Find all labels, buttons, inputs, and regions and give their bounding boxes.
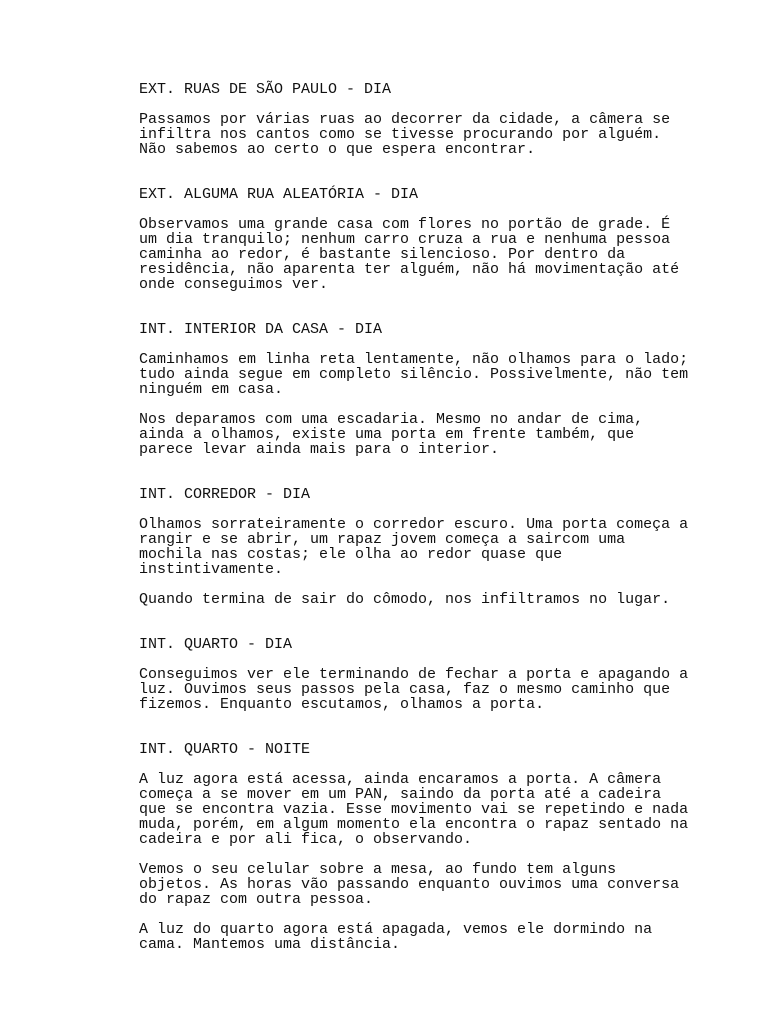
action-line: caminha ao redor, é bastante silencioso. Por dentro da [139, 246, 626, 263]
scene-heading: INT. QUARTO - NOITE [139, 741, 311, 758]
scene-heading: INT. INTERIOR DA CASA - DIA [139, 321, 383, 338]
action-line: objetos. As horas vão passando enquanto ouvimos uma conversa [139, 876, 680, 893]
scene-heading: EXT. RUAS DE SÃO PAULO - DIA [139, 81, 392, 98]
action-line: ainda a olhamos, existe uma porta em frente também, que [139, 426, 635, 443]
action-paragraph [139, 412, 719, 457]
action-line: rangir e se abrir, um rapaz jovem começa a saircom uma [139, 531, 626, 548]
action-line: Não sabemos ao certo o que espera encontrar. [139, 141, 536, 158]
action-paragraph [139, 217, 719, 292]
action-line: A luz agora está acessa, ainda encaramos a porta. A câmera [139, 771, 662, 788]
action-paragraph [139, 517, 719, 577]
action-line: Vemos o seu celular sobre a mesa, ao fundo tem alguns [139, 861, 617, 878]
scene [139, 322, 719, 457]
action-paragraph [139, 667, 719, 712]
action-line: Nos deparamos com uma escadaria. Mesmo no andar de cima, [139, 411, 644, 428]
action-line: ninguém em casa. [139, 381, 284, 398]
scene-heading: INT. CORREDOR - DIA [139, 486, 311, 503]
scene-heading: EXT. ALGUMA RUA ALEATÓRIA - DIA [139, 186, 419, 203]
action-paragraph [139, 922, 719, 952]
action-line: tudo ainda segue em completo silêncio. Possivelmente, não tem [139, 366, 689, 383]
action-line: A luz do quarto agora está apagada, vemos ele dormindo na [139, 921, 653, 938]
action-paragraph [139, 772, 719, 847]
action-line: onde conseguimos ver. [139, 276, 329, 293]
action-paragraph [139, 862, 719, 907]
scene [139, 187, 719, 292]
screenplay-body [139, 82, 719, 982]
scene [139, 637, 719, 712]
action-line: muda, porém, em algum momento ela encontra o rapaz sentado na [139, 816, 689, 833]
action-line: mochila nas costas; ele olha ao redor quase que [139, 546, 563, 563]
action-line: cadeira e por ali fica, o observando. [139, 831, 473, 848]
action-line: luz. Ouvimos seus passos pela casa, faz o mesmo caminho que [139, 681, 671, 698]
action-line: Conseguimos ver ele terminando de fechar a porta e apagando a [139, 666, 689, 683]
action-line: Quando termina de sair do cômodo, nos infiltramos no lugar. [139, 591, 671, 608]
scene [139, 82, 719, 157]
action-line: fizemos. Enquanto escutamos, olhamos a porta. [139, 696, 545, 713]
scene [139, 487, 719, 607]
action-line: Observamos uma grande casa com flores no portão de grade. É [139, 216, 671, 233]
action-line: cama. Mantemos uma distância. [139, 936, 401, 953]
action-line: Olhamos sorrateiramente o corredor escuro. Uma porta começa a [139, 516, 689, 533]
action-line: Passamos por várias ruas ao decorrer da cidade, a câmera se [139, 111, 671, 128]
action-line: começa a se mover em um PAN, saindo da porta até a cadeira [139, 786, 662, 803]
action-line: residência, não aparenta ter alguém, não há movimentação até [139, 261, 680, 278]
action-line: instintivamente. [139, 561, 284, 578]
scene [139, 742, 719, 952]
action-line: Caminhamos em linha reta lentamente, não olhamos para o lado; [139, 351, 689, 368]
action-line: que se encontra vazia. Esse movimento vai se repetindo e nada [139, 801, 689, 818]
scene-heading: INT. QUARTO - DIA [139, 636, 293, 653]
action-paragraph [139, 352, 719, 397]
action-line: parece levar ainda mais para o interior. [139, 441, 500, 458]
action-line: infiltra nos cantos como se tivesse procurando por alguém. [139, 126, 662, 143]
action-line: um dia tranquilo; nenhum carro cruza a rua e nenhuma pessoa [139, 231, 671, 248]
action-paragraph [139, 592, 719, 607]
action-line: do rapaz com outra pessoa. [139, 891, 374, 908]
action-paragraph [139, 112, 719, 157]
